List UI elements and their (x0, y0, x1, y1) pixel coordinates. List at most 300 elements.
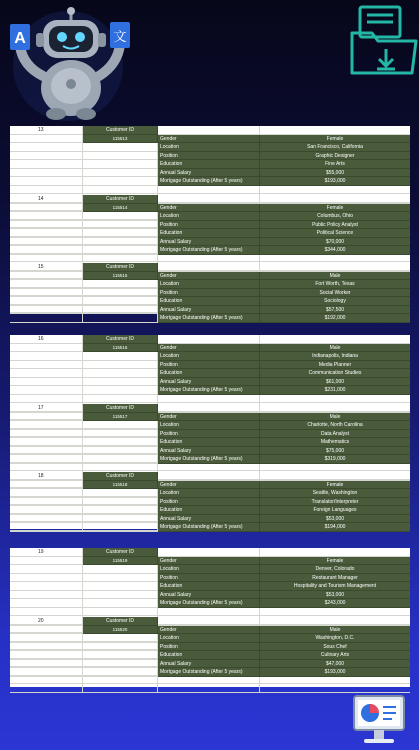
record-field-row (10, 643, 410, 652)
field-value[interactable]: Seattle, Washington (260, 489, 410, 498)
field-label[interactable]: Annual Salary (158, 515, 260, 524)
field-value[interactable]: $70,000 (260, 238, 410, 247)
field-value[interactable]: Washington, D.C. (260, 634, 410, 643)
grid-cell[interactable] (83, 246, 158, 255)
row-number[interactable]: 14 (10, 195, 83, 204)
field-label[interactable]: Mortgage Outstanding (After 5 years) (158, 523, 260, 532)
field-value[interactable]: Female (260, 481, 410, 490)
grid-cell[interactable] (10, 413, 83, 422)
grid-cell[interactable] (83, 515, 158, 524)
grid-cell[interactable] (10, 626, 83, 635)
field-value[interactable]: Sociology (260, 297, 410, 306)
grid-cell[interactable] (83, 591, 158, 600)
field-label[interactable]: Location (158, 489, 260, 498)
grid-cell[interactable] (260, 404, 410, 413)
field-value[interactable]: $243,000 (260, 599, 410, 608)
field-label[interactable]: Mortgage Outstanding (After 5 years) (158, 246, 260, 255)
grid-cell[interactable] (83, 463, 158, 472)
row-number[interactable]: 16 (10, 335, 83, 344)
field-value[interactable]: $344,000 (260, 246, 410, 255)
customer-id-label[interactable]: Customer ID (83, 472, 158, 481)
grid-cell[interactable] (10, 246, 83, 255)
customer-id-value[interactable]: 115517 (83, 413, 158, 422)
customer-id-value[interactable]: 115514 (83, 204, 158, 213)
field-value[interactable]: $53,000 (260, 515, 410, 524)
record-field-row (10, 229, 410, 238)
grid-cell[interactable] (10, 591, 83, 600)
record-field-row (10, 212, 410, 221)
record-field-row (10, 447, 410, 456)
record-field-row (10, 160, 410, 169)
field-label[interactable]: Annual Salary (158, 238, 260, 247)
record-field-row (10, 430, 410, 439)
record-field-row (10, 506, 410, 515)
field-label[interactable]: Annual Salary (158, 660, 260, 669)
grid-cell[interactable] (10, 297, 83, 306)
field-value[interactable]: $47,000 (260, 660, 410, 669)
customer-id-label[interactable]: Customer ID (83, 548, 158, 557)
row-number[interactable]: 19 (10, 548, 83, 557)
customer-id-value[interactable]: 115520 (83, 626, 158, 635)
grid-row (10, 608, 410, 617)
field-label[interactable]: Education (158, 229, 260, 238)
record-field-row (10, 177, 410, 186)
record-header-row (10, 263, 410, 272)
field-value[interactable]: Female (260, 557, 410, 566)
record-field-row (10, 489, 410, 498)
grid-cell[interactable] (260, 195, 410, 204)
grid-cell[interactable] (10, 643, 83, 652)
grid-cell[interactable] (83, 634, 158, 643)
field-label[interactable]: Annual Salary (158, 169, 260, 178)
field-label[interactable]: Annual Salary (158, 591, 260, 600)
grid-cell[interactable] (158, 617, 260, 626)
grid-cell[interactable] (260, 472, 410, 481)
field-value[interactable]: $193,000 (260, 177, 410, 186)
grid-cell[interactable] (83, 238, 158, 247)
grid-cell[interactable] (10, 229, 83, 238)
grid-cell[interactable] (10, 386, 83, 395)
field-value[interactable]: Graphic Designer (260, 152, 410, 161)
grid-cell[interactable] (10, 306, 83, 315)
field-value[interactable]: Male (260, 272, 410, 281)
field-label[interactable]: Location (158, 421, 260, 430)
field-value[interactable]: $75,000 (260, 447, 410, 456)
record-field-row (10, 582, 410, 591)
field-label[interactable]: Education (158, 651, 260, 660)
field-label[interactable]: Education (158, 582, 260, 591)
field-value[interactable]: $193,000 (260, 668, 410, 677)
grid-cell[interactable] (83, 306, 158, 315)
grid-cell[interactable] (10, 463, 83, 472)
grid-row (10, 254, 410, 263)
record-field-row (10, 280, 410, 289)
grid-cell[interactable] (158, 548, 260, 557)
grid-cell[interactable] (10, 160, 83, 169)
field-label[interactable]: Education (158, 297, 260, 306)
grid-cell[interactable] (10, 421, 83, 430)
grid-cell[interactable] (83, 489, 158, 498)
grid-cell[interactable] (83, 684, 158, 693)
grid-cell[interactable] (10, 352, 83, 361)
field-label[interactable]: Mortgage Outstanding (After 5 years) (158, 668, 260, 677)
grid-cell[interactable] (158, 608, 260, 617)
grid-cell[interactable] (10, 684, 83, 693)
grid-cell[interactable] (83, 314, 158, 323)
grid-cell[interactable] (83, 447, 158, 456)
customer-id-value[interactable]: 115515 (83, 272, 158, 281)
grid-cell[interactable] (83, 660, 158, 669)
customer-id-value[interactable]: 115513 (83, 135, 158, 144)
record-field-row (10, 651, 410, 660)
grid-cell[interactable] (260, 676, 410, 685)
grid-cell[interactable] (10, 523, 83, 532)
field-value[interactable]: Columbus, Ohio (260, 212, 410, 221)
field-label[interactable]: Education (158, 438, 260, 447)
grid-cell[interactable] (158, 676, 260, 685)
grid-cell[interactable] (10, 489, 83, 498)
grid-row (10, 395, 410, 404)
field-value[interactable]: Data Analyst (260, 430, 410, 439)
field-value[interactable]: Public Policy Analyst (260, 221, 410, 230)
grid-cell[interactable] (83, 152, 158, 161)
record-field-row (10, 369, 410, 378)
grid-cell[interactable] (83, 574, 158, 583)
grid-cell[interactable] (158, 404, 260, 413)
grid-cell[interactable] (260, 126, 410, 135)
field-value[interactable]: $231,000 (260, 386, 410, 395)
field-value[interactable]: $57,500 (260, 306, 410, 315)
grid-cell[interactable] (83, 455, 158, 464)
pie-chart-monitor-icon (350, 694, 408, 746)
field-label[interactable]: Location (158, 143, 260, 152)
grid-cell[interactable] (83, 297, 158, 306)
customer-id-label[interactable]: Customer ID (83, 617, 158, 626)
field-value[interactable]: Restaurant Manager (260, 574, 410, 583)
field-label[interactable]: Mortgage Outstanding (After 5 years) (158, 599, 260, 608)
field-label[interactable]: Education (158, 160, 260, 169)
field-label[interactable]: Gender (158, 204, 260, 213)
field-label[interactable]: Gender (158, 481, 260, 490)
grid-cell[interactable] (10, 582, 83, 591)
grid-cell[interactable] (10, 608, 83, 617)
field-label[interactable]: Annual Salary (158, 447, 260, 456)
grid-row (10, 684, 410, 693)
record-header-row (10, 472, 410, 481)
field-label[interactable]: Position (158, 152, 260, 161)
grid-cell[interactable] (260, 186, 410, 195)
field-label[interactable]: Position (158, 430, 260, 439)
grid-cell[interactable] (158, 186, 260, 195)
grid-cell[interactable] (260, 617, 410, 626)
grid-cell[interactable] (10, 135, 83, 144)
field-label[interactable]: Position (158, 221, 260, 230)
grid-cell[interactable] (260, 684, 410, 693)
grid-cell[interactable] (83, 254, 158, 263)
record-field-row (10, 246, 410, 255)
field-value[interactable]: Foreign Languages (260, 506, 410, 515)
grid-cell[interactable] (10, 481, 83, 490)
field-value[interactable]: Sous Chef (260, 643, 410, 652)
grid-cell[interactable] (10, 143, 83, 152)
field-label[interactable]: Location (158, 280, 260, 289)
grid-cell[interactable] (83, 438, 158, 447)
grid-cell[interactable] (10, 186, 83, 195)
grid-cell[interactable] (83, 177, 158, 186)
download-folder-icon (350, 5, 418, 77)
record-field-row (10, 634, 410, 643)
grid-cell[interactable] (260, 395, 410, 404)
record-field-row (10, 314, 410, 323)
grid-cell[interactable] (83, 643, 158, 652)
grid-cell[interactable] (83, 169, 158, 178)
grid-cell[interactable] (83, 651, 158, 660)
field-value[interactable]: Hospitality and Tourism Management (260, 582, 410, 591)
grid-cell[interactable] (83, 361, 158, 370)
record-field-row (10, 352, 410, 361)
field-value[interactable]: $61,000 (260, 378, 410, 387)
grid-cell[interactable] (10, 634, 83, 643)
field-value[interactable]: Translator/Interpreter (260, 498, 410, 507)
record-field-row (10, 221, 410, 230)
grid-cell[interactable] (83, 608, 158, 617)
grid-cell[interactable] (83, 395, 158, 404)
record-field-row (10, 498, 410, 507)
field-label[interactable]: Gender (158, 557, 260, 566)
grid-cell[interactable] (10, 557, 83, 566)
grid-cell[interactable] (10, 212, 83, 221)
field-value[interactable]: San Francisco, California (260, 143, 410, 152)
field-label[interactable]: Location (158, 565, 260, 574)
record-field-row (10, 386, 410, 395)
customer-id-value[interactable]: 115516 (83, 344, 158, 353)
grid-cell[interactable] (260, 254, 410, 263)
field-label[interactable]: Gender (158, 344, 260, 353)
grid-cell[interactable] (10, 498, 83, 507)
grid-cell[interactable] (83, 498, 158, 507)
grid-cell[interactable] (10, 506, 83, 515)
grid-cell[interactable] (10, 314, 83, 323)
grid-cell[interactable] (83, 369, 158, 378)
field-value[interactable]: $194,000 (260, 523, 410, 532)
field-label[interactable]: Location (158, 212, 260, 221)
grid-cell[interactable] (83, 676, 158, 685)
grid-cell[interactable] (10, 668, 83, 677)
field-label[interactable]: Position (158, 498, 260, 507)
grid-cell[interactable] (10, 238, 83, 247)
grid-cell[interactable] (158, 395, 260, 404)
grid-cell[interactable] (10, 447, 83, 456)
grid-cell[interactable] (83, 221, 158, 230)
grid-row (10, 676, 410, 685)
grid-cell[interactable] (158, 263, 260, 272)
record-field-row (10, 574, 410, 583)
grid-cell[interactable] (158, 335, 260, 344)
grid-cell[interactable] (10, 378, 83, 387)
grid-cell[interactable] (10, 574, 83, 583)
customer-id-value[interactable]: 115518 (83, 481, 158, 490)
grid-cell[interactable] (83, 430, 158, 439)
grid-cell[interactable] (10, 289, 83, 298)
grid-cell[interactable] (83, 523, 158, 532)
field-label[interactable]: Education (158, 369, 260, 378)
field-value[interactable]: Communication Studies (260, 369, 410, 378)
grid-cell[interactable] (83, 160, 158, 169)
record-field-row (10, 565, 410, 574)
field-label[interactable]: Gender (158, 272, 260, 281)
grid-cell[interactable] (158, 195, 260, 204)
field-value[interactable]: Male (260, 626, 410, 635)
field-label[interactable]: Location (158, 352, 260, 361)
row-number[interactable]: 17 (10, 404, 83, 413)
grid-cell[interactable] (83, 280, 158, 289)
grid-cell[interactable] (260, 335, 410, 344)
grid-cell[interactable] (83, 212, 158, 221)
grid-cell[interactable] (10, 280, 83, 289)
field-value[interactable]: Female (260, 204, 410, 213)
record-header-row (10, 195, 410, 204)
grid-cell[interactable] (10, 430, 83, 439)
grid-cell[interactable] (10, 660, 83, 669)
grid-cell[interactable] (83, 289, 158, 298)
grid-cell[interactable] (10, 651, 83, 660)
grid-cell[interactable] (260, 263, 410, 272)
record-field-row (10, 238, 410, 247)
record-field-row (10, 515, 410, 524)
grid-cell[interactable] (83, 352, 158, 361)
field-value[interactable]: $55,000 (260, 169, 410, 178)
grid-cell[interactable] (10, 169, 83, 178)
field-label[interactable]: Position (158, 289, 260, 298)
field-label[interactable]: Position (158, 643, 260, 652)
grid-cell[interactable] (83, 582, 158, 591)
record-field-row (10, 455, 410, 464)
field-label[interactable]: Position (158, 574, 260, 583)
record-field-row (10, 557, 410, 566)
record-field-row (10, 152, 410, 161)
field-label[interactable]: Mortgage Outstanding (After 5 years) (158, 314, 260, 323)
field-value[interactable]: Fort Worth, Texas (260, 280, 410, 289)
customer-id-label[interactable]: Customer ID (83, 195, 158, 204)
record-field-row (10, 361, 410, 370)
field-label[interactable]: Gender (158, 413, 260, 422)
grid-cell[interactable] (83, 421, 158, 430)
field-value[interactable]: $319,000 (260, 455, 410, 464)
grid-cell[interactable] (10, 455, 83, 464)
field-label[interactable]: Location (158, 634, 260, 643)
grid-cell[interactable] (158, 684, 260, 693)
record-field-row (10, 378, 410, 387)
grid-cell[interactable] (158, 126, 260, 135)
field-label[interactable]: Gender (158, 135, 260, 144)
record-field-row (10, 599, 410, 608)
field-label[interactable]: Education (158, 506, 260, 515)
field-value[interactable]: Political Science (260, 229, 410, 238)
grid-cell[interactable] (10, 152, 83, 161)
record-field-row (10, 344, 410, 353)
record-field-row (10, 591, 410, 600)
grid-cell[interactable] (83, 506, 158, 515)
grid-cell[interactable] (260, 608, 410, 617)
grid-cell[interactable] (10, 204, 83, 213)
row-number[interactable]: 18 (10, 472, 83, 481)
grid-cell[interactable] (10, 254, 83, 263)
grid-cell[interactable] (158, 463, 260, 472)
field-label[interactable]: Mortgage Outstanding (After 5 years) (158, 177, 260, 186)
record-field-row (10, 143, 410, 152)
customer-id-label[interactable]: Customer ID (83, 404, 158, 413)
grid-cell[interactable] (158, 254, 260, 263)
grid-cell[interactable] (83, 186, 158, 195)
grid-cell[interactable] (10, 177, 83, 186)
record-field-row (10, 413, 410, 422)
field-value[interactable]: Social Worker (260, 289, 410, 298)
field-label[interactable]: Gender (158, 626, 260, 635)
customer-id-value[interactable]: 115519 (83, 557, 158, 566)
grid-cell[interactable] (10, 361, 83, 370)
grid-cell[interactable] (10, 565, 83, 574)
grid-cell[interactable] (260, 548, 410, 557)
field-value[interactable]: Female (260, 135, 410, 144)
grid-cell[interactable] (83, 565, 158, 574)
grid-cell[interactable] (10, 676, 83, 685)
grid-cell[interactable] (83, 229, 158, 238)
sheet-panel (10, 548, 410, 687)
field-value[interactable]: $53,000 (260, 591, 410, 600)
field-value[interactable]: $192,000 (260, 314, 410, 323)
field-value[interactable]: Charlotte, North Carolina (260, 421, 410, 430)
customer-id-label[interactable]: Customer ID (83, 126, 158, 135)
grid-cell[interactable] (83, 386, 158, 395)
record-field-row (10, 438, 410, 447)
field-value[interactable]: Media Planner (260, 361, 410, 370)
record-field-row (10, 421, 410, 430)
row-number[interactable]: 20 (10, 617, 83, 626)
field-value[interactable]: Culinary Arts (260, 651, 410, 660)
field-value[interactable]: Denver, Colorado (260, 565, 410, 574)
grid-cell[interactable] (83, 378, 158, 387)
row-number[interactable]: 13 (10, 126, 83, 135)
robot-mascot (8, 6, 138, 121)
row-number[interactable]: 15 (10, 263, 83, 272)
customer-id-label[interactable]: Customer ID (83, 263, 158, 272)
grid-cell[interactable] (10, 272, 83, 281)
field-label[interactable]: Mortgage Outstanding (After 5 years) (158, 455, 260, 464)
field-label[interactable]: Annual Salary (158, 378, 260, 387)
grid-cell[interactable] (83, 143, 158, 152)
field-value[interactable]: Fine Arts (260, 160, 410, 169)
field-label[interactable]: Position (158, 361, 260, 370)
field-value[interactable]: Mathematics (260, 438, 410, 447)
grid-cell[interactable] (10, 344, 83, 353)
field-value[interactable]: Indianapolis, Indiana (260, 352, 410, 361)
field-value[interactable]: Male (260, 344, 410, 353)
grid-cell[interactable] (10, 599, 83, 608)
field-label[interactable]: Mortgage Outstanding (After 5 years) (158, 386, 260, 395)
field-value[interactable]: Male (260, 413, 410, 422)
field-label[interactable]: Annual Salary (158, 306, 260, 315)
grid-cell[interactable] (10, 221, 83, 230)
grid-cell[interactable] (158, 472, 260, 481)
grid-cell[interactable] (10, 369, 83, 378)
grid-cell[interactable] (83, 668, 158, 677)
grid-cell[interactable] (10, 515, 83, 524)
grid-cell[interactable] (10, 438, 83, 447)
grid-cell[interactable] (260, 463, 410, 472)
grid-cell[interactable] (10, 395, 83, 404)
grid-cell[interactable] (83, 599, 158, 608)
customer-id-label[interactable]: Customer ID (83, 335, 158, 344)
